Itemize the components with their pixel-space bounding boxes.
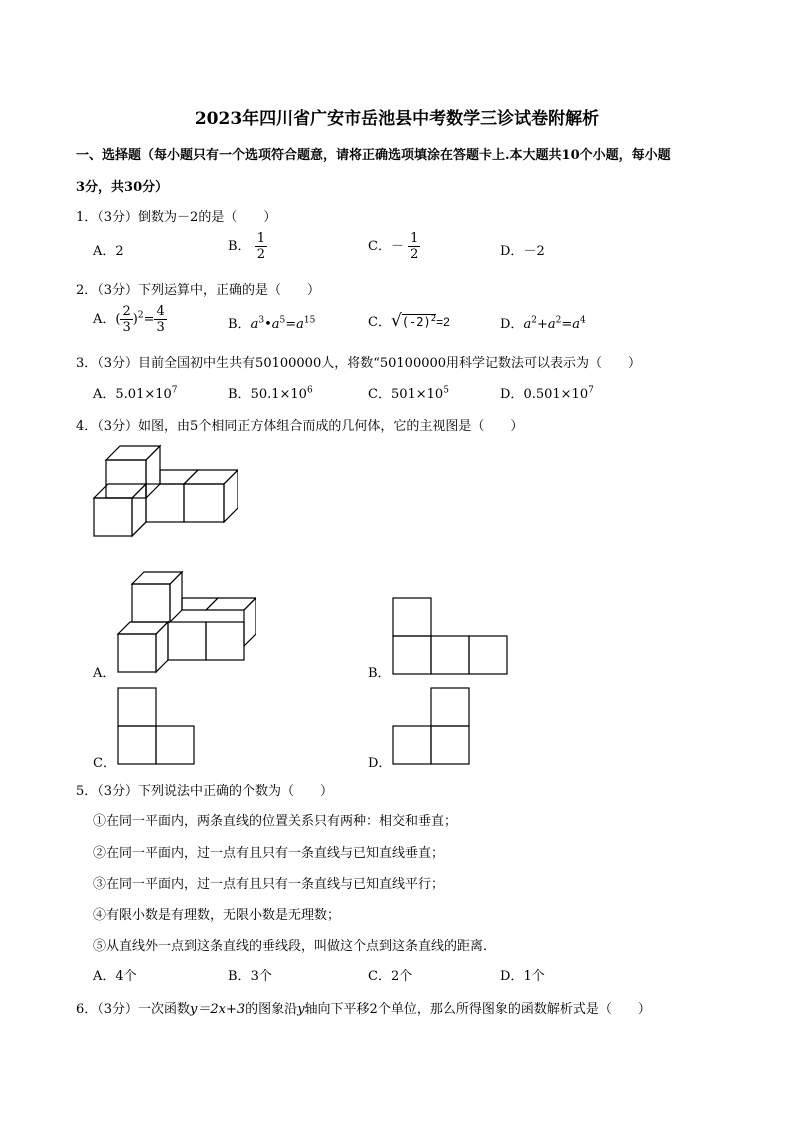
q5-statement-4: ④有限小数是有理数，无限小数是无理数； xyxy=(93,908,341,923)
option-label: B． xyxy=(228,969,251,984)
option-text: 5.01×10 xyxy=(115,387,172,402)
cube-side-face xyxy=(146,446,160,498)
q5-option-b[interactable] xyxy=(228,965,272,984)
exponent: 2 xyxy=(555,315,562,326)
var: a xyxy=(296,317,304,332)
exponent: 7 xyxy=(588,385,594,396)
q2-option-d[interactable] xyxy=(500,313,586,332)
q4-option-d-figure[interactable] xyxy=(392,687,470,765)
option-label: B． xyxy=(228,387,251,402)
q4-option-a-figure[interactable] xyxy=(116,570,256,678)
equals: = xyxy=(143,312,155,327)
q2-stem: 2．（3分）下列运算中，正确的是（ ） xyxy=(76,283,321,298)
option-text: 1个 xyxy=(523,969,545,984)
q4-option-b-label[interactable]: B． xyxy=(368,666,391,681)
exponent: 5 xyxy=(443,385,449,396)
equals: = xyxy=(561,317,573,332)
option-label: D． xyxy=(500,969,524,984)
q2-option-a[interactable] xyxy=(93,305,167,334)
q4-option-c-label[interactable]: C． xyxy=(93,756,116,771)
var: a xyxy=(547,317,556,332)
q5-option-d[interactable] xyxy=(500,965,545,984)
q1-option-b[interactable] xyxy=(228,232,267,261)
minus-sign: － xyxy=(390,239,404,254)
exponent: 2 xyxy=(531,315,537,326)
fraction: $\frac{4}{3}$ xyxy=(156,304,165,335)
var: a xyxy=(271,317,280,332)
option-label: A． xyxy=(93,312,116,327)
option-text: －2 xyxy=(523,244,545,259)
q5-statement-2: ②在同一平面内，过一点有且只有一条直线与已知直线垂直； xyxy=(93,846,445,861)
q1-option-c[interactable] xyxy=(368,232,420,261)
cube-top-face xyxy=(106,446,160,460)
cube-front-face xyxy=(94,498,132,536)
q6-stem xyxy=(76,998,651,1017)
exponent: 2 xyxy=(137,310,144,321)
q1-option-d[interactable] xyxy=(500,240,545,259)
option-text: 2个 xyxy=(390,969,413,984)
section-heading-line2: 3分，共30分） xyxy=(76,180,169,195)
option-label: A． xyxy=(93,244,116,259)
q4-stem: 4．（3分）如图，由5个相同正方体组合而成的几何体，它的主视图是（ ） xyxy=(76,419,524,434)
option-label: C． xyxy=(368,387,391,402)
fraction: $\frac{2}{3}$ xyxy=(122,304,131,335)
q4-solid-figure xyxy=(88,444,238,556)
q5-statement-3: ③在同一平面内，过一点有且只有一条直线与已知直线平行； xyxy=(93,877,445,892)
option-text: 3个 xyxy=(250,969,272,984)
exponent: 5 xyxy=(279,315,286,326)
sqrt-sign: √ xyxy=(390,311,402,331)
option-text: 2 xyxy=(115,244,124,259)
cube-front-face xyxy=(184,484,224,522)
q5-option-a[interactable] xyxy=(93,965,137,984)
q4-option-a-label[interactable]: A． xyxy=(93,666,116,681)
option-label: A． xyxy=(93,969,116,984)
option-label: C． xyxy=(368,239,391,254)
fraction: $\frac{1}{2}$ xyxy=(410,231,419,262)
option-label: C． xyxy=(368,969,391,984)
option-label: D． xyxy=(500,317,524,332)
exponent: 4 xyxy=(580,315,586,326)
option-label: D． xyxy=(500,387,524,402)
q6-stem-prefix: 6．（3分）一次函数 xyxy=(76,1002,191,1017)
q1-option-a[interactable] xyxy=(93,240,124,259)
q6-axis-var: y xyxy=(297,1002,305,1017)
exponent: 3 xyxy=(258,315,265,326)
q6-stem-middle: 的图象沿 xyxy=(245,1002,298,1017)
q3-stem: 3．（3分）目前全国初中生共有50100000人，将数“50100000用科学记数法可以表示为（ ） xyxy=(76,356,642,371)
option-label: D． xyxy=(500,244,524,259)
paren: ( xyxy=(115,312,121,327)
option-label: C． xyxy=(368,315,391,330)
page-title: 2023年四川省广安市岳池县中考数学三诊试卷附解析 xyxy=(194,109,600,129)
q5-statement-5: ⑤从直线外一点到这条直线的垂线段，叫做这个点到这条直线的距离． xyxy=(93,939,497,954)
cube-front-face xyxy=(146,484,184,522)
q3-option-a[interactable] xyxy=(93,383,178,402)
q4-option-c-figure[interactable] xyxy=(117,687,195,765)
option-text: 50.1×10 xyxy=(250,387,307,402)
q4-option-d-label[interactable]: D． xyxy=(368,756,392,771)
var: a xyxy=(523,317,532,332)
plus: + xyxy=(536,317,548,332)
q5-stem: 5．（3分）下列说法中正确的个数为（ ） xyxy=(76,784,334,799)
exponent: 15 xyxy=(303,315,316,326)
paren: ) xyxy=(132,312,138,327)
dot: • xyxy=(264,317,272,332)
q5-statement-1: ①在同一平面内，两条直线的位置关系只有两种：相交和垂直； xyxy=(93,814,458,829)
cube-side-face xyxy=(224,470,238,522)
fraction: $\frac{1}{2}$ xyxy=(256,231,265,262)
option-text: 4个 xyxy=(115,969,137,984)
exponent: 7 xyxy=(171,385,178,396)
option-label: B． xyxy=(228,317,251,332)
option-text: 0.501×10 xyxy=(523,387,589,402)
cube-front-face xyxy=(106,460,146,498)
q3-option-c[interactable] xyxy=(368,383,449,402)
result: =2 xyxy=(436,315,450,329)
exponent: 6 xyxy=(306,385,313,396)
q6-equation: y＝2x+3 xyxy=(190,1002,246,1017)
equals: = xyxy=(285,317,297,332)
q6-stem-suffix: 轴向下平移2个单位，那么所得图象的函数解析式是（ ） xyxy=(304,1002,651,1017)
var: a xyxy=(250,317,259,332)
option-label: A． xyxy=(93,387,116,402)
q4-option-b-figure[interactable] xyxy=(392,597,508,675)
option-label: B． xyxy=(228,239,251,254)
option-text: 501×10 xyxy=(390,387,444,402)
q5-option-c[interactable] xyxy=(368,965,412,984)
q2-option-b[interactable] xyxy=(228,313,315,332)
q3-option-d[interactable] xyxy=(500,383,594,402)
q3-option-b[interactable] xyxy=(228,383,313,402)
q1-stem: 1．（3分）倒数为－2的是（ ） xyxy=(76,210,277,225)
q2-option-c[interactable] xyxy=(368,311,450,331)
var: a xyxy=(572,317,581,332)
section-heading-line1: 一、选择题（每小题只有一个选项符合题意，请将正确选项填涂在答题卡上.本大题共10个小题，每小题 xyxy=(76,148,671,163)
radicand: $(-2)^2$ xyxy=(401,314,437,329)
